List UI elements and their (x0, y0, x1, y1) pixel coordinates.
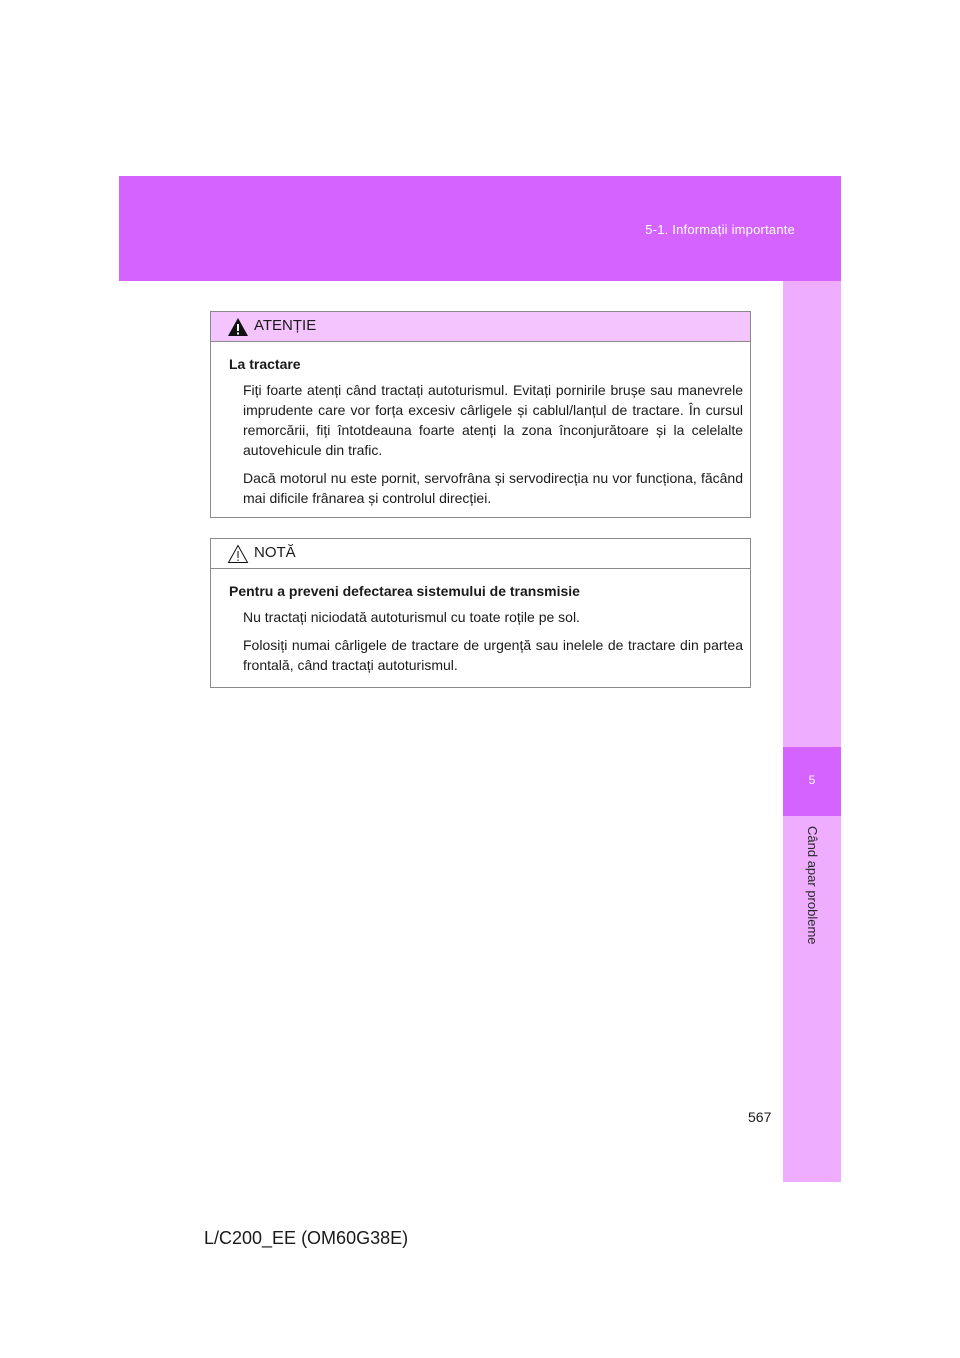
chapter-title: Când apar probleme (805, 826, 820, 945)
notice-box (210, 538, 751, 688)
notice-paragraph: Nu tractați niciodată autoturismul cu toate roțile pe sol. (243, 609, 580, 625)
caution-paragraph: Fiți foarte atenți când tractați autoturismul. Evitați pornirile brușe sau manevrele imprudente care vor forța excesiv cârligele și cablul/lanțul de tractare. În cursul remorcării, fiți întotdeauna foarte atenți la zona înconjurătoare și la celelalte autovehicule din trafic. (243, 382, 743, 458)
caution-heading: La tractare (229, 356, 301, 372)
caution-paragraph: Dacă motorul nu este pornit, servofrâna și servodirecția nu vor funcționa, făcând mai dificile frânarea și controlul direcției. (243, 470, 743, 506)
header-band (119, 176, 841, 281)
notice-header (211, 539, 750, 569)
caution-body (211, 342, 750, 508)
page-number: 567 (748, 1109, 772, 1125)
notice-heading: Pentru a preveni defectarea sistemului de transmisie (229, 583, 580, 599)
chapter-side-tab (783, 281, 841, 1182)
document-code: L/C200_EE (OM60G38E) (204, 1228, 409, 1248)
section-title: 5-1. Informații importante (645, 222, 795, 237)
notice-paragraph: Folosiți numai cârligele de tractare de urgență sau inelele de tractare din partea frontală, când tractați autoturismul. (243, 637, 743, 673)
chapter-number: 5 (808, 773, 816, 787)
notice-title: NOTĂ (254, 544, 296, 561)
caution-box (210, 311, 751, 518)
chapter-number-block (783, 747, 841, 816)
caution-title: ATENȚIE (254, 317, 317, 334)
warning-icon (227, 317, 249, 337)
caution-header (211, 312, 750, 342)
notice-body (211, 569, 750, 675)
notice-warning-icon (227, 544, 249, 564)
